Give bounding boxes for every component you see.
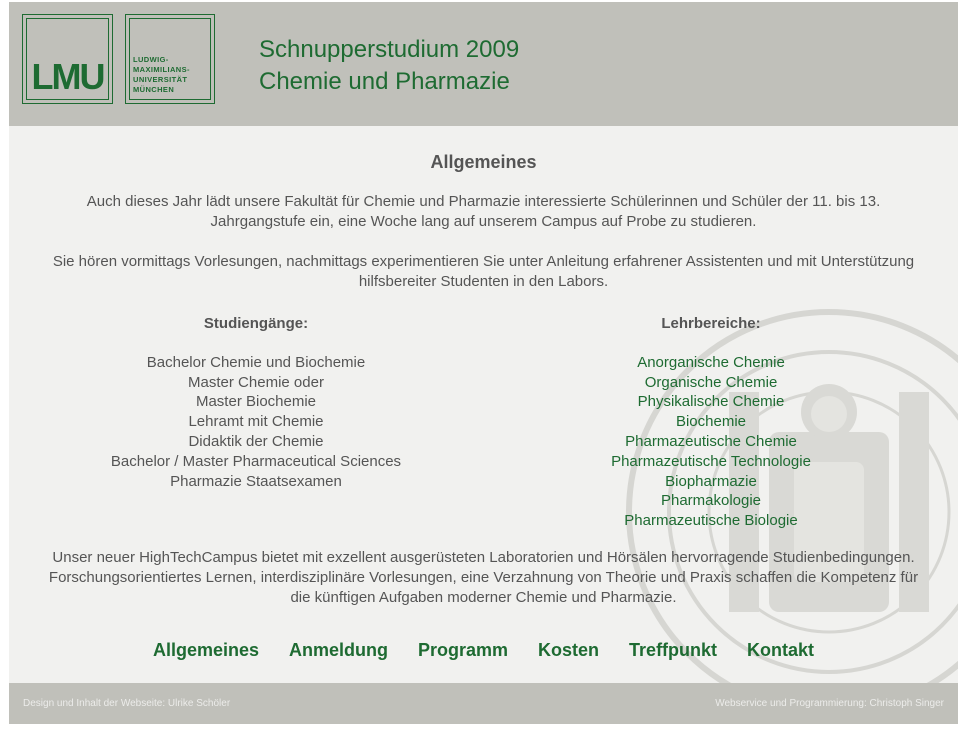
page-footer bbox=[9, 683, 958, 724]
lmu-logo[interactable] bbox=[22, 14, 113, 104]
studiengang-item: Master Biochemie bbox=[195, 393, 317, 411]
page-header bbox=[9, 2, 958, 126]
nav-link-allgemeines[interactable]: Allgemeines bbox=[152, 640, 259, 660]
page-title bbox=[259, 34, 519, 98]
lehrbereiche-column bbox=[501, 314, 921, 531]
page bbox=[9, 2, 958, 724]
lehrbereich-link[interactable]: Pharmazeutische Chemie bbox=[625, 432, 797, 450]
university-name-line: UNIVERSITÄT bbox=[133, 75, 188, 84]
main-navigation bbox=[9, 640, 958, 661]
studiengang-item: Master Chemie oder bbox=[188, 373, 324, 391]
university-name-line: MÜNCHEN bbox=[133, 85, 175, 94]
lehrbereich-link[interactable]: Biopharmazie bbox=[665, 472, 757, 490]
studiengang-item: Bachelor Chemie und Biochemie bbox=[146, 353, 366, 371]
university-name-line: LUDWIG- bbox=[133, 55, 169, 64]
nav-link-anmeldung[interactable]: Anmeldung bbox=[289, 640, 388, 660]
studiengang-item: Bachelor / Master Pharmaceutical Sciences bbox=[110, 452, 402, 470]
studiengaenge-heading: Studiengänge: bbox=[203, 315, 309, 332]
lehrbereich-link[interactable]: Biochemie bbox=[675, 413, 747, 431]
section-title: Allgemeines bbox=[430, 152, 537, 172]
studiengang-item: Pharmazie Staatsexamen bbox=[170, 472, 342, 490]
page-title-line-1: Schnupperstudium 2009 bbox=[259, 36, 520, 63]
nav-link-kontakt[interactable]: Kontakt bbox=[747, 640, 815, 660]
footer-credit-programming: Webservice und Programmierung: Christoph Singer bbox=[715, 698, 944, 709]
lehrbereich-link[interactable]: Physikalische Chemie bbox=[637, 393, 785, 411]
nav-link-programm[interactable]: Programm bbox=[418, 640, 509, 660]
university-name-lines bbox=[133, 55, 190, 95]
studiengaenge-column bbox=[46, 314, 466, 491]
lehrbereiche-heading: Lehrbereiche: bbox=[661, 315, 761, 332]
studiengang-item: Didaktik der Chemie bbox=[188, 432, 324, 450]
intro-paragraph-1: Auch dieses Jahr lädt unsere Fakultät für Chemie und Pharmazie interessierte Schülerinnen und Schüler der 11. bis 13. Jahrgangstufe ein, eine Woche lang auf unserem Campus auf Probe zu studieren. bbox=[86, 193, 881, 230]
closing-paragraph: Unser neuer HighTechCampus bietet mit exzellent ausgerüsteten Laboratorien und Hörsälen hervorragende Studienbedingungen. Forschungsorientiertes Lernen, interdisziplinäre Vorlesungen, eine Verzahnung von Theorie und Praxis schaffen die Kompetenz für die künftigen Aufgaben moderner Chemie und Pharmazie. bbox=[48, 549, 919, 606]
footer-credit-design: Design und Inhalt der Webseite: Ulrike Schöler bbox=[23, 698, 231, 709]
university-name-line: MAXIMILIANS- bbox=[133, 65, 190, 74]
nav-link-kosten[interactable]: Kosten bbox=[538, 640, 600, 660]
intro-paragraph-2: Sie hören vormittags Vorlesungen, nachmittags experimentieren Sie unter Anleitung erfahrener Assistenten und mit Unterstützung hilfsbereiter Studenten in den Labors. bbox=[52, 253, 915, 290]
lmu-logo-text: LMU bbox=[31, 56, 104, 97]
lehrbereich-link[interactable]: Pharmakologie bbox=[660, 492, 762, 510]
page-title-line-2: Chemie und Pharmazie bbox=[259, 68, 510, 95]
lehrbereich-link[interactable]: Organische Chemie bbox=[644, 373, 778, 391]
lehrbereich-link[interactable]: Pharmazeutische Biologie bbox=[624, 512, 798, 530]
nav-link-treffpunkt[interactable]: Treffpunkt bbox=[629, 640, 718, 660]
lehrbereich-link[interactable]: Anorganische Chemie bbox=[637, 353, 785, 371]
lehrbereich-link[interactable]: Pharmazeutische Technologie bbox=[611, 452, 811, 470]
university-name-logo[interactable] bbox=[125, 14, 215, 104]
studiengang-item: Lehramt mit Chemie bbox=[188, 413, 324, 431]
